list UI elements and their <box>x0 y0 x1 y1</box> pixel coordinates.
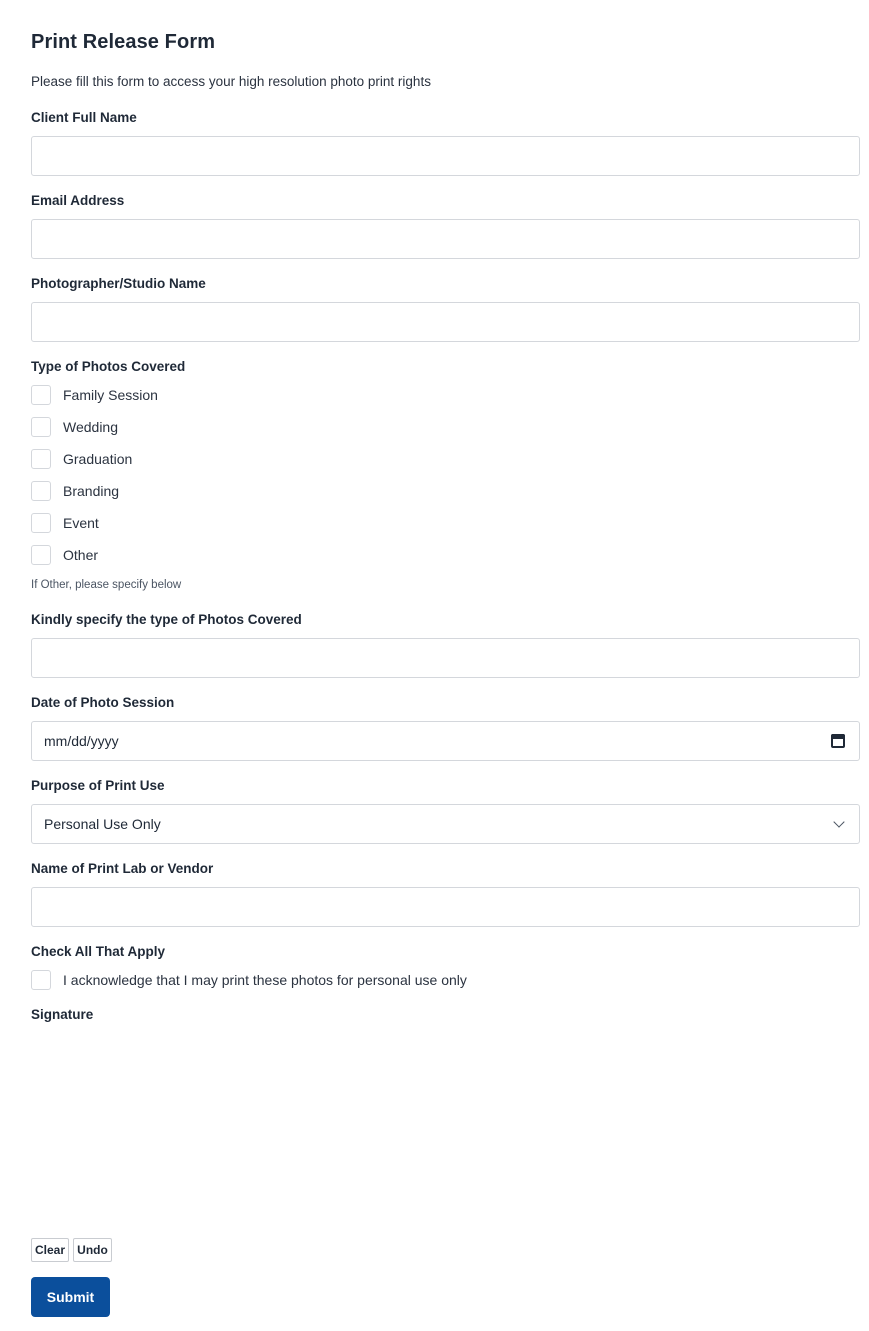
session-date-label: Date of Photo Session <box>31 695 175 710</box>
photo-type-option[interactable] <box>31 513 99 533</box>
studio-name-label: Photographer/Studio Name <box>31 276 206 291</box>
purpose-selected-value: Personal Use Only <box>44 816 161 832</box>
purpose-label: Purpose of Print Use <box>31 778 165 793</box>
photo-type-option[interactable] <box>31 545 98 565</box>
email-label: Email Address <box>31 193 125 208</box>
photo-type-checkbox[interactable] <box>31 385 51 405</box>
client-name-input[interactable] <box>31 136 860 176</box>
form-subtitle: Please fill this form to access your high resolution photo print rights <box>31 74 431 89</box>
session-date-input[interactable] <box>31 721 860 761</box>
submit-button[interactable]: Submit <box>31 1277 110 1317</box>
date-placeholder: mm/dd/yyyy <box>44 733 119 749</box>
calendar-icon[interactable] <box>831 734 845 748</box>
studio-name-input[interactable] <box>31 302 860 342</box>
photo-type-label: Branding <box>63 483 120 499</box>
photo-types-hint: If Other, please specify below <box>31 579 182 591</box>
photo-type-label: Family Session <box>63 387 158 403</box>
photo-types-label: Type of Photos Covered <box>31 359 186 374</box>
photo-type-option[interactable] <box>31 449 132 469</box>
photo-type-label: Event <box>63 515 99 531</box>
check-all-label: Check All That Apply <box>31 944 166 959</box>
acknowledge-option[interactable] <box>31 970 467 990</box>
specify-input[interactable] <box>31 638 860 678</box>
photo-type-label: Graduation <box>63 451 133 467</box>
specify-label: Kindly specify the type of Photos Covered <box>31 612 302 627</box>
photo-type-option[interactable] <box>31 385 158 405</box>
form-title: Print Release Form <box>31 31 216 53</box>
print-lab-label: Name of Print Lab or Vendor <box>31 861 214 876</box>
photo-type-checkbox[interactable] <box>31 545 51 565</box>
client-name-label: Client Full Name <box>31 110 137 125</box>
purpose-select[interactable] <box>31 804 860 844</box>
photo-type-checkbox[interactable] <box>31 481 51 501</box>
photo-type-checkbox[interactable] <box>31 449 51 469</box>
print-lab-input[interactable] <box>31 887 860 927</box>
photo-type-checkbox[interactable] <box>31 513 51 533</box>
photo-type-option[interactable] <box>31 417 118 437</box>
email-input[interactable] <box>31 219 860 259</box>
photo-type-checkbox[interactable] <box>31 417 51 437</box>
undo-button[interactable]: Undo <box>73 1238 112 1262</box>
acknowledge-checkbox[interactable] <box>31 970 51 990</box>
photo-type-label: Other <box>63 547 99 563</box>
clear-button[interactable]: Clear <box>31 1238 69 1262</box>
photo-type-label: Wedding <box>63 419 119 435</box>
signature-pad[interactable] <box>31 1034 860 1224</box>
chevron-down-icon <box>833 816 844 827</box>
photo-type-option[interactable] <box>31 481 119 501</box>
signature-label: Signature <box>31 1007 94 1022</box>
acknowledge-text: I acknowledge that I may print these photos for personal use only <box>63 972 467 988</box>
